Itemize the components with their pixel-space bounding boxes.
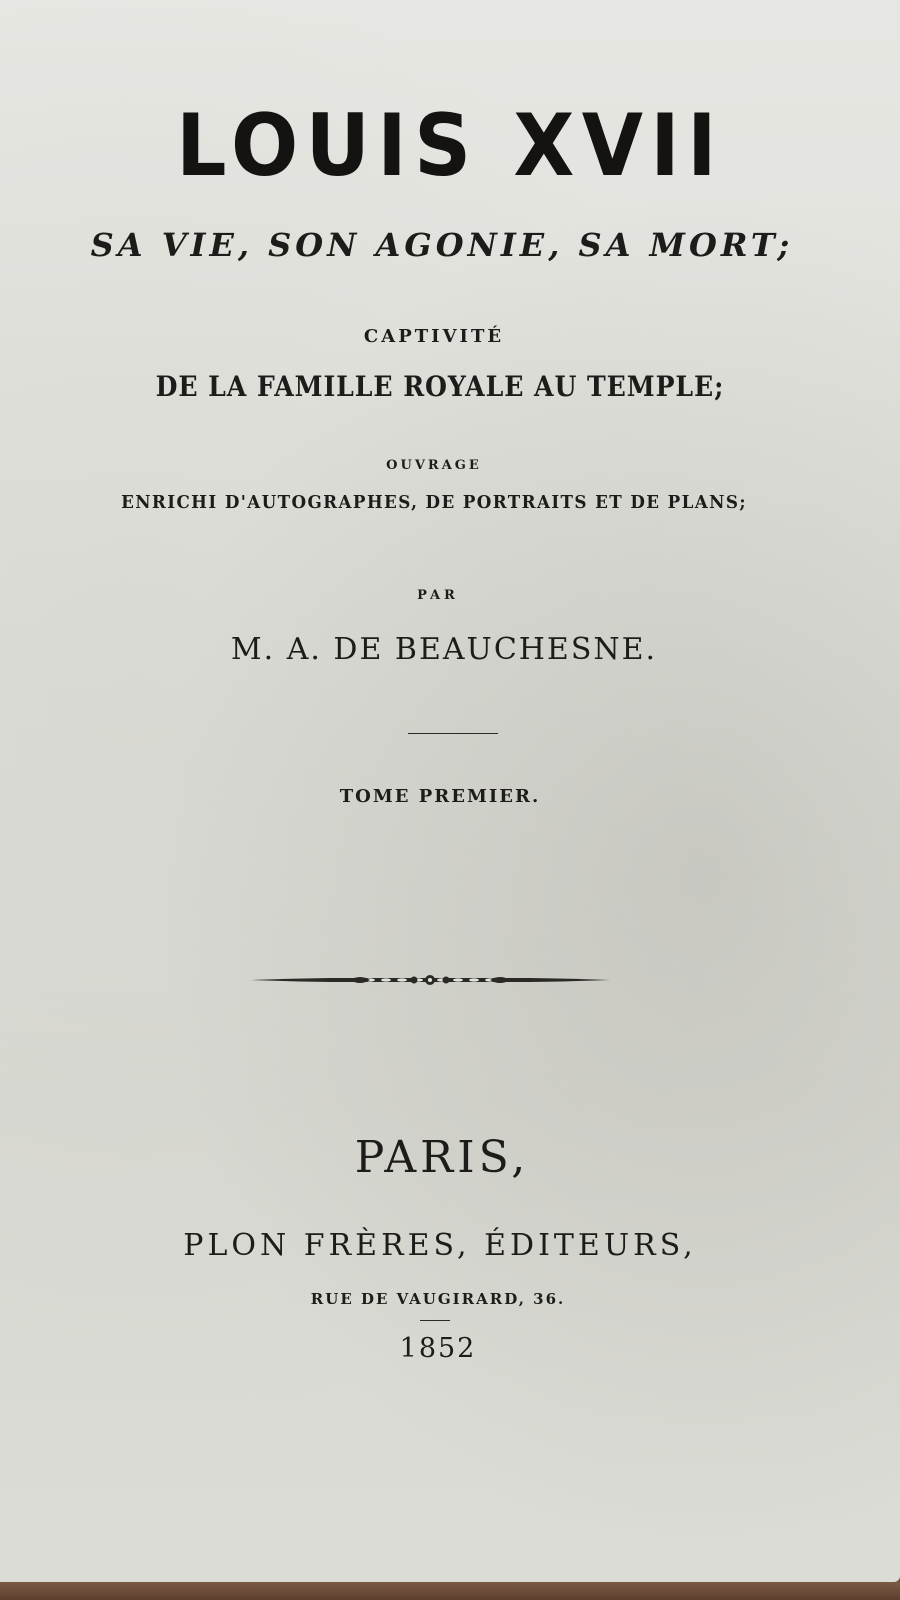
publication-city: PARIS,	[354, 1132, 530, 1183]
book-title: LOUIS XVII	[176, 96, 724, 196]
wooden-table-edge	[0, 1582, 900, 1600]
par-label: PAR	[417, 588, 459, 603]
volume-label: TOME PREMIER.	[339, 786, 541, 807]
publisher-name: PLON FRÈRES, ÉDITEURS,	[183, 1228, 697, 1263]
enrichi-line: ENRICHI D'AUTOGRAPHES, DE PORTRAITS ET DE PLANS;	[121, 492, 747, 513]
book-subtitle: SA VIE, SON AGONIE, SA MORT;	[90, 226, 794, 264]
publisher-address: RUE DE VAUGIRARD, 36.	[310, 1290, 566, 1308]
short-divider-rule	[408, 733, 498, 734]
printers-ornament-icon	[250, 972, 610, 988]
ouvrage-label: OUVRAGE	[386, 458, 482, 473]
tiny-divider-rule	[420, 1320, 450, 1321]
author-name: M. A. DE BEAUCHESNE.	[230, 632, 658, 667]
publication-year: 1852	[399, 1333, 477, 1364]
captivite-heading: CAPTIVITÉ	[363, 326, 505, 347]
famille-royale-line: DE LA FAMILLE ROYALE AU TEMPLE;	[155, 370, 725, 403]
